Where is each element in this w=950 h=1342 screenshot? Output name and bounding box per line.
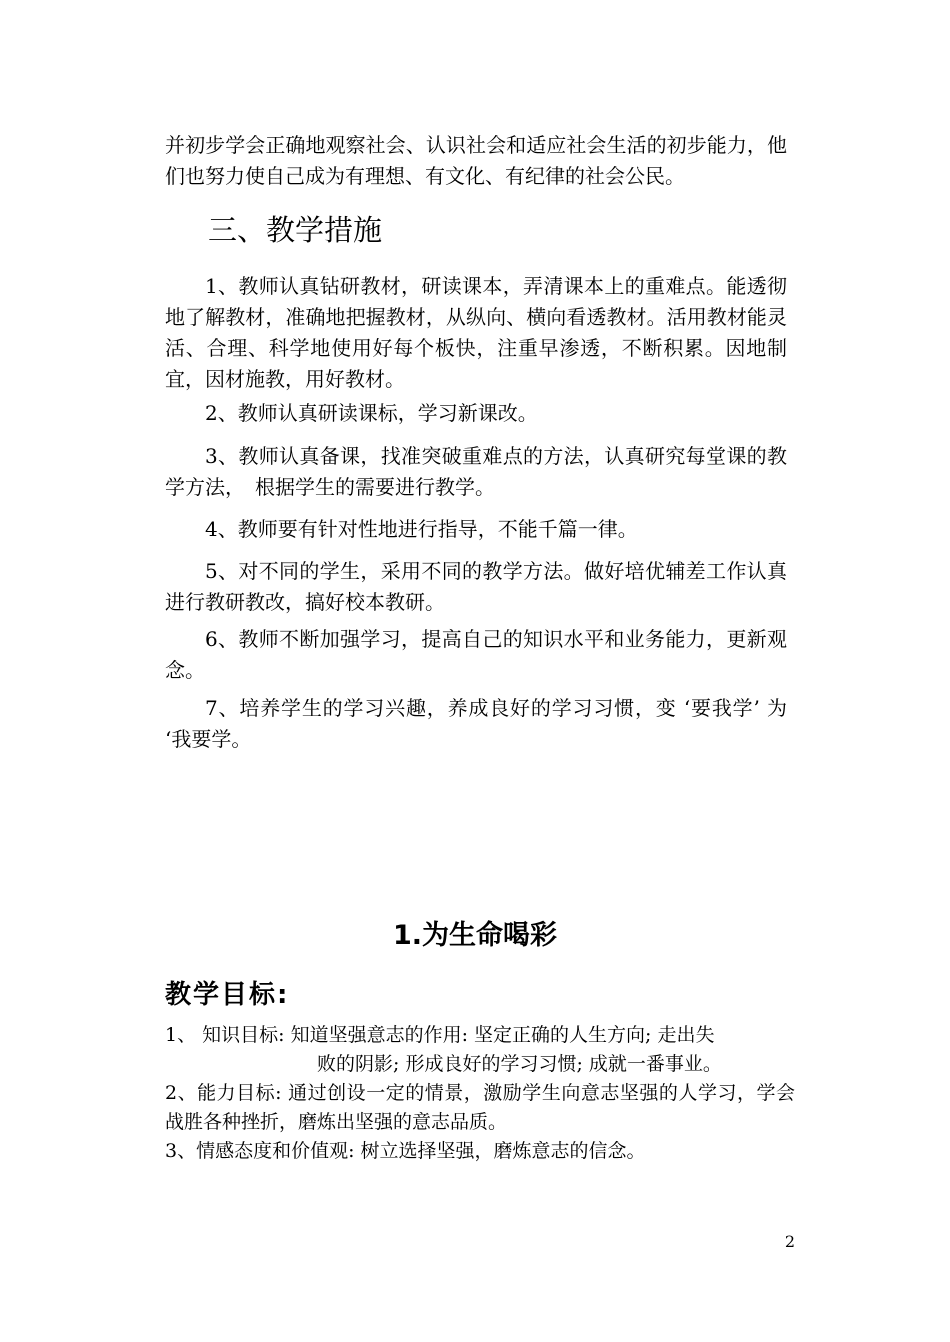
measure-item-6: 6、教师不断加强学习，提高自己的知识水平和业务能力，更新观念。	[165, 627, 787, 682]
measure-item-2: 2、教师认真研读课标，学习新课改。	[205, 401, 538, 425]
objective-ability: 2、能力目标: 通过创设一定的情景，激励学生向意志坚强的人学习，学会战胜各种挫折，磨炼出坚强的意志品质。	[165, 1082, 795, 1133]
objective-emotion: 3、情感态度和价值观: 树立选择坚强，磨炼意志的信念。	[165, 1140, 646, 1162]
objectives-heading: 教学目标:	[165, 980, 290, 1010]
measure-item-4: 4、教师要有针对性地进行指导，不能千篇一律。	[205, 517, 638, 541]
measure-item-1: 1、教师认真钻研教材，研读课本，弄清课本上的重难点。能透彻地了解教材，准确地把握教材，从纵向、横向看透教材。活用教材能灵活、合理、科学地使用好每个板快，注重早渗透，不断积累。因地制宜，因材施教，用好教材。	[165, 274, 787, 391]
measure-item-7: 7、培养学生的学习兴趣，养成良好的学习习惯，变 ‘要我学’ 为 ‘我要学。	[165, 696, 787, 751]
intro-paragraph: 并初步学会正确地观察社会、认识社会和适应社会生活的初步能力，他们也努力使自己成为有理想、有文化、有纪律的社会公民。	[165, 133, 787, 188]
page-number: 2	[784, 1232, 795, 1251]
section-heading: 三、教学措施	[208, 213, 383, 247]
measure-item-5: 5、对不同的学生，采用不同的教学方法。做好培优辅差工作认真进行教研教改，搞好校本教研。	[165, 559, 787, 614]
measure-item-3: 3、教师认真备课，找准突破重难点的方法，认真研究每堂课的教学方法， 根据学生的需要进行教学。	[165, 444, 787, 499]
lesson-title: 1.为生命喝彩	[392, 920, 558, 951]
objective-knowledge-continued: 败的阴影; 形成良好的学习习惯; 成就一番事业。	[317, 1053, 722, 1075]
objective-knowledge: 1、 知识目标: 知道坚强意志的作用: 坚定正确的人生方向; 走出失	[165, 1024, 715, 1046]
